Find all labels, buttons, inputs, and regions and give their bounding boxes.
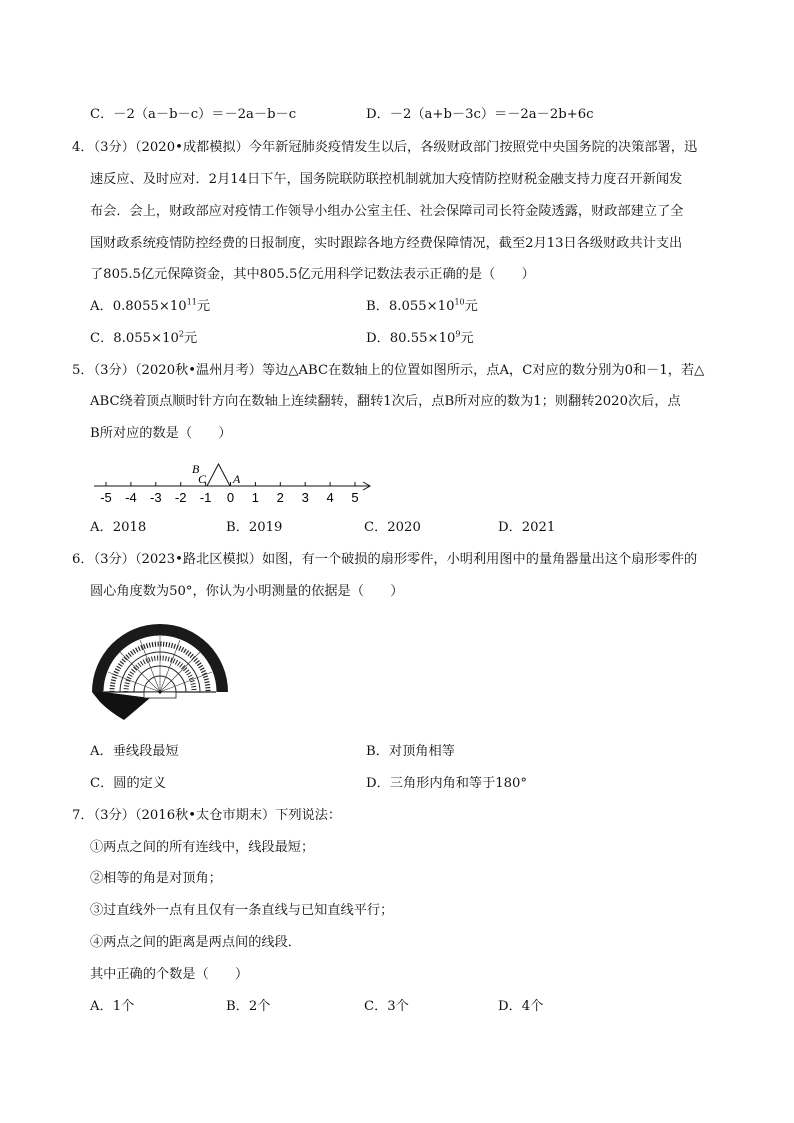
q7-stem: 7．（3分）（2016秋•太仓市期末）下列说法：	[72, 808, 342, 823]
q6-option-b: B．对顶角相等	[366, 744, 455, 759]
q6-option-c: C．圆的定义	[90, 776, 167, 791]
q7-statement-1: ①两点之间的所有连线中，线段最短；	[90, 840, 315, 855]
q4-stem-line-2: 速反应、及时应对．2月14日下午，国务院联防联控机制就加大疫情防控财税金融支持力度召开新闻发	[90, 172, 683, 187]
q6-stem-line-1: 6．（3分）（2023•路北区模拟）如图，有一个破损的扇形零件，小明利用图中的量角器量出这个扇形零件的	[72, 552, 698, 567]
number-line-tick-label: 5	[351, 490, 359, 505]
vertex-label-c: C	[198, 472, 207, 486]
vertex-label-b: B	[192, 462, 200, 476]
number-line-tick-label: -3	[150, 490, 162, 505]
q4-stem-line-4: 国财政系统疫情防控经费的日报制度，实时跟踪各地方经费保障情况，截至2月13日各级财政共计支出	[90, 236, 683, 251]
q6-stem-line-2: 圆心角度数为50°，你认为小明测量的依据是（ ）	[90, 584, 404, 599]
vertex-label-a: A	[233, 472, 241, 486]
number-line-tick-label: -2	[174, 490, 187, 505]
equilateral-triangle-abc	[207, 464, 230, 486]
q7-option-a: A．1个	[90, 999, 135, 1014]
q7-option-b: B．2个	[226, 999, 271, 1014]
q4-option-a: A．$0.8055\times 10^{11}$元	[90, 297, 211, 314]
q7-statement-2: ②相等的角是对顶角；	[90, 871, 222, 886]
q4-option-d: D．$80.55\times 10^9$元	[366, 329, 474, 346]
number-line-tick-label: 4	[326, 490, 334, 505]
q5-option-d: D．2021	[498, 520, 556, 535]
q4-stem-line-1: 4．（3分）（2020•成都模拟）今年新冠肺炎疫情发生以后，各级财政部门按照党中央国务院的决策部署，迅	[72, 140, 698, 155]
q5-option-a: A．2018	[90, 520, 147, 535]
q7-statement-3: ③过直线外一点有且仅有一条直线与已知直线平行；	[90, 903, 394, 918]
q3-option-c: C．－2（a－b－c）＝－2a－b－c	[90, 107, 297, 122]
q5-stem-line-3: B所对应的数是（ ）	[90, 426, 232, 441]
q4-option-b: B．$8.055\times 10^{10}$元	[366, 297, 478, 314]
q7-option-d: D．4个	[498, 999, 544, 1014]
q4-option-c: C．$8.055\times 10^2$元	[90, 329, 198, 346]
q6-option-d: D．三角形内角和等于180°	[366, 776, 528, 791]
q3-option-d: D．－2（a+b－3c）＝－2a－2b+6c	[366, 107, 594, 122]
number-line-tick-label: -5	[100, 490, 112, 505]
q4-stem-line-3: 布会．会上，财政部应对疫情工作领导小组办公室主任、社会保障司司长符金陵透露，财政部建立了全	[90, 204, 684, 219]
number-line-figure	[92, 454, 382, 508]
number-line-tick-label: -4	[125, 490, 137, 505]
q5-option-b: B．2019	[226, 520, 283, 535]
q7-statement-4: ④两点之间的距离是两点间的线段．	[90, 935, 301, 950]
q7-prompt: 其中正确的个数是（ ）	[90, 967, 249, 982]
q5-stem-line-2: ABC绕着顶点顺时针方向在数轴上连续翻转，翻转1次后，点B所对应的数为1；则翻转2020次后，点	[90, 394, 681, 409]
q7-option-c: C．3个	[364, 999, 409, 1014]
number-line-tick-label: 1	[251, 490, 260, 505]
number-line-tick-label: 3	[301, 490, 309, 505]
protractor-center-point	[158, 690, 161, 693]
protractor-figure	[88, 608, 232, 726]
number-line-tick-label: 2	[276, 490, 284, 505]
q4-stem-line-5: 了805.5亿元保障资金，其中805.5亿元用科学记数法表示正确的是（ ）	[90, 267, 535, 282]
number-line-tick-label: 0	[226, 490, 235, 505]
q5-option-c: C．2020	[364, 520, 421, 535]
number-line-tick-label: -1	[199, 490, 212, 505]
q5-stem-line-1: 5．（3分）（2020秋•温州月考）等边△ABC在数轴上的位置如图所示，点A，C对应的数分别为0和－1，若△	[72, 363, 705, 378]
sector-broken-wedge	[92, 692, 150, 720]
q6-option-a: A．垂线段最短	[90, 744, 179, 759]
